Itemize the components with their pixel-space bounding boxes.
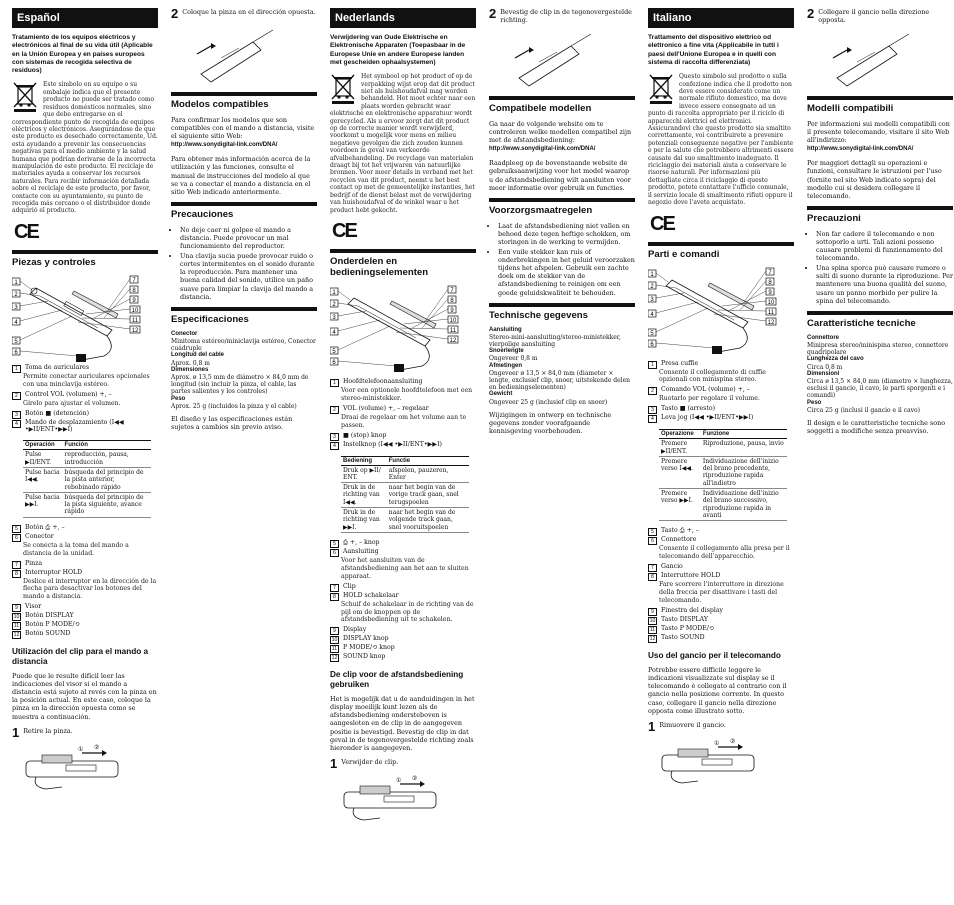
- svg-text:7: 7: [450, 287, 454, 294]
- nl-weee-body: Het symbool op het product of op de verpakking wijst erop dat dit product niet als huishoudafval mag worden behandeld. Het moet echter naar een plaats worden gebracht waar elektrische en elektronische apparatuur wordt gerecycled. Als u ervoor zorgt dat dit product op de correcte manier wordt verwijderd, voorkomt u mogelijk voor mens en milieu negatieve gevolgen die zich zouden kunnen voordoen in geval van verkeerde afvalbehandeling. De recyclage van materialen draagt bij tot het vrijwaren van natuurlijke bronnen. Voor meer details in verband met het recyclen van dit product, neemt u het best contact op met de gemeentelijke instanties, het bedrijf of de dienst belast met de verwijdering van huishoudafval of de winkel waar u het product hebt gekocht.: [330, 73, 476, 214]
- it-weee-title: Trattamento del dispositivo elettrico od elettronico a fine vita (Applicabile in tutti i paesi dell'Unione Europea e in quelli con sistema di raccolta differenziata): [648, 34, 779, 66]
- list-item: 10 Botón DISPLAY: [13, 612, 74, 621]
- list-item: 7 Pinza: [12, 560, 158, 569]
- list-item: 3 Tasto ■ (arresto): [648, 405, 794, 414]
- list-item: 12 SOUND knop: [331, 653, 386, 662]
- remote-control-diagram: [648, 266, 788, 356]
- it-models-body-2: Per maggiori dettagli su operazioni e funzioni, consultare le istruzioni per l'uso (fornite nel sito Web indicato sopra) del modello cui si desidera collegare il telecomando.: [807, 159, 942, 200]
- svg-text:10: 10: [449, 317, 457, 324]
- attach-clip-figure: [181, 24, 281, 86]
- list-item-note: Permite conectar auriculares opcionales con una minclavija estéreo.: [23, 372, 150, 388]
- nl-operations-table: Bediening Functie Druk op ▶II/ ENT. afspelen, pauzeren, Enter Druk in de richting van I◀◀. naar het begin van de vorige track gaan, snel terugspoelen Druk in de richting van ▶▶I. naar het begin van de volgende track gaan, snel vooruitspoelen: [341, 456, 469, 533]
- list-item: 1 Presa cuffie: [648, 360, 794, 369]
- remote-body: [30, 288, 118, 362]
- list-item: 8 HOLD schakelaar: [330, 592, 476, 601]
- list-item: 6 Aansluiting: [330, 548, 476, 557]
- list-item: 3 ■ (stop) knop: [330, 432, 476, 441]
- it-weee-text: [648, 73, 794, 206]
- es-weee-title: Tratamiento de los equipos eléctricos y electrónicos al final de su vida útil (Aplicable en la Unión Europea y en países europeos con sistemas de recogida selectiva de residuos): [12, 34, 153, 75]
- list-item: • Non far cadere il telecomando e non sottoporlo a urti. Tali azioni possono causare problemi di funzionamento del telecomando.: [816, 230, 953, 262]
- list-item: 1 Hoofdtelefoonaansluiting: [330, 378, 476, 387]
- svg-text:5: 5: [650, 330, 654, 337]
- callout-2: 2: [14, 291, 18, 298]
- svg-text:6: 6: [332, 359, 336, 366]
- svg-text:12: 12: [449, 337, 457, 344]
- it-step-2: 2 Collegare il gancio nella direzione opposta.: [807, 6, 930, 24]
- list-item: 4 Mando de desplazamiento (I◀◀ •▶II/ENT•▶▶I): [12, 419, 158, 435]
- list-item: 11 P MODE/⟲ knop: [331, 644, 395, 653]
- es-language-title: Español: [12, 8, 158, 28]
- svg-text:8: 8: [450, 297, 454, 304]
- list-item: 9 Visor: [12, 603, 158, 612]
- es-weee-text: [12, 81, 158, 214]
- svg-text:1: 1: [332, 289, 336, 296]
- list-item: 12 Botón SOUND: [13, 630, 71, 639]
- it-specs-list: Connettore Minipresa stereo/minispina stereo, connettore quadripolare Lunghezza del cavo Circa 0,8 m Dimensioni Circa ø 13,5 × 84,0 mm (diametro × lunghezza, esclusi il gancio, il cavo, le parti sporgenti e i comandi) Peso Circa 25 g (inclusi il gancio e il cavo): [807, 334, 953, 414]
- es-specs-list: Conector Minitoma estéreo/miniclavija estéreo, Conector cuádruple Longitud del cable Aprox. 0,8 m Dimensiones Aprox. ø 13,5 mm de diámetro × 84,0 mm de longitud (sin incluir la pinza, el cable, las partes salientes y los controles) Peso Aprox. 25 g (incluidos la pinza y el cable): [171, 330, 316, 410]
- step-mark-1: ①: [78, 746, 84, 753]
- svg-text:9: 9: [768, 289, 772, 296]
- callout-11: 11: [131, 317, 139, 324]
- nl-models-body-2: Raadpleeg op de bovenstaande website de gebruiksaanwijzing voor het model waarop u de afstandsbediening wilt aansluiten voor meer informatie over gebruik en functies.: [489, 159, 631, 192]
- es-parts-list-2: [12, 524, 158, 640]
- callout-9: 9: [132, 297, 136, 304]
- es-column-2: [171, 8, 317, 437]
- es-specs-title: Especificaciones: [171, 307, 317, 325]
- remove-clip-figure: [340, 774, 440, 822]
- list-item: 12 Tasto SOUND: [649, 633, 705, 642]
- table-row: Druk in de richting van ▶▶I. naar het begin van de volgende track gaan, snel vooruitspoelen: [341, 508, 469, 533]
- nl-parts-title: Onderdelen en bedieningselementen: [330, 249, 476, 278]
- list-item: • Laat de afstandsbediening niet vallen en behoed deze tegen heftige schokken, om storingen in de werking te vermijden.: [498, 222, 635, 246]
- crossed-bin-icon: [330, 73, 356, 105]
- nl-spec-note: Wijzigingen in ontwerp en technische gegevens zonder voorafgaande kennisgeving voorbehouden.: [489, 410, 612, 436]
- nl-weee-title: Verwijdering van Oude Elektrische en Elektronische Apparaten (Toepasbaar in de Europese Unie en andere Europese landen met gescheiden ophaalsystemen): [330, 34, 466, 66]
- list-item-note: Gírelo para ajustar el volumen.: [23, 399, 121, 407]
- it-specs-title: Caratteristiche tecniche: [807, 311, 953, 329]
- it-weee-body: Questo simbolo sul prodotto o sulla confezione indica che il prodotto non deve essere considerato come un normale rifiuto domestico, ma deve invece essere consegnato ad un punto di raccolta appropriato per il riciclo di apparecchi elettrici ed elettronici. Assicurandovi che questo prodotto sia smaltito correttamente, voi contribuirete a prevenire potenziali conseguenze negative per l'ambiente e per la salute che potrebbero altrimenti essere causate dal suo smaltimento inadeguato. Il riciclaggio dei materiali aiuta a conservare le risorse naturali. Per informazioni più dettagliate circa il riciclaggio di questo prodotto, potete contattare l'ufficio comunale, il servizio locale di smaltimento rifiuti oppure il negozio dove l'avete acquistato.: [648, 73, 794, 207]
- es-models-body-2: Para obtener más información acerca de la utilización y las funciones, consulte el manual de instrucciones del modelo al que se va a conectar el mando a distancia en el sitio Web indicado anteriormente.: [171, 155, 311, 196]
- nl-models-title: Compatibele modellen: [489, 96, 635, 114]
- it-clip-body: Potrebbe essere difficile leggere le indicazioni visualizzate sul display se il telecomando è collegato al contrario con il gancio nella posizione corrente. In questo caso, collegare il gancio nella direzione opposta come illustrato sotto.: [648, 666, 787, 715]
- list-item: • Una spina sporca può causare rumore o salti di suono durante la riproduzione. Per mantenere una buona qualità del suono, usare un panno morbido per pulire la spina del telecomando.: [816, 264, 953, 304]
- list-item: 6 Connettore: [648, 536, 794, 545]
- callout-7: 7: [132, 277, 136, 284]
- svg-text:6: 6: [650, 341, 654, 348]
- svg-text:②: ②: [412, 775, 418, 782]
- es-column-1: [12, 8, 158, 795]
- list-item: 11 Botón P MODE/⟲: [13, 621, 80, 630]
- it-models-title: Modelli compatibili: [807, 96, 953, 114]
- nl-weee-text: [330, 73, 476, 214]
- list-item: 9 Display: [330, 626, 476, 635]
- crossed-bin-icon: [648, 73, 674, 105]
- list-item: 11 Tasto P MODE/⟲: [649, 624, 714, 633]
- crossed-bin-icon: [12, 81, 38, 113]
- table-row: Druk op ▶II/ ENT. afspelen, pauzeren, Enter: [341, 465, 469, 483]
- it-parts-list-2: [648, 527, 794, 643]
- nl-models-body: Ga naar de volgende website om te controleren welke modellen compatibel zijn met de afstandsbediening: http://www.sonydigital-link.com/DNA/: [489, 120, 632, 153]
- es-parts-list: [12, 364, 158, 435]
- table-row: Pulse ▶II/ENT. reproducción, pausa, introducción: [23, 450, 151, 468]
- es-models-title: Modelos compatibles: [171, 92, 317, 110]
- list-item-note: Deslice el interruptor en la dirección de la flecha para desactivar los botones del mando a distancia.: [23, 577, 157, 601]
- nl-clip-title: De clip voor de afstandsbediening gebruiken: [330, 670, 464, 689]
- svg-text:12: 12: [767, 319, 775, 326]
- it-precautions-list: [807, 230, 953, 305]
- list-item-note: Se conecta a la toma del mando a distancia de la unidad.: [23, 541, 129, 557]
- callout-10: 10: [131, 307, 139, 314]
- it-parts-list: [648, 360, 794, 424]
- es-step-2: 2 Coloque la pinza en el dirección opuesta.: [171, 6, 316, 21]
- list-item: 2 VOL (volume) +, – regelaar: [330, 405, 476, 414]
- list-item: 10 DISPLAY knop: [331, 635, 389, 644]
- list-item: 5 Botón ⎙ +, –: [12, 524, 158, 533]
- list-item: 10 Tasto DISPLAY: [649, 615, 708, 624]
- remote-control-diagram: [12, 274, 152, 364]
- svg-text:1: 1: [650, 271, 654, 278]
- list-item-note: Schuif de schakelaar in de richting van de pijl om de knoppen op de afstandsbediening uit te schakelen.: [341, 600, 474, 624]
- es-models-body: Para confirmar los modelos que son compatibles con el mando a distancia, visite el siguiente sitio Web: http://www.sonydigital-link.com/DNA/: [171, 116, 315, 149]
- step-mark-2: ②: [94, 744, 100, 751]
- svg-text:①: ①: [396, 777, 402, 784]
- svg-text:10: 10: [767, 299, 775, 306]
- svg-text:2: 2: [332, 301, 336, 308]
- it-models-url[interactable]: http://www.sonydigital-link.com/DNA/: [807, 146, 914, 153]
- list-item: 3 Botón ■ (detención): [12, 410, 158, 419]
- nl-clip-body: Het is mogelijk dat u de aanduidingen in het display moeilijk kunt lezen als de afstandsbediening ondersteboven is aangesloten en de clip in de aangegeven positie is bevestigd. Bevestig de clip in dat geval in de tegenovergestelde richting zoals hieronder is aangegeven.: [330, 695, 475, 752]
- ce-mark-icon: CE: [14, 220, 38, 243]
- svg-text:3: 3: [650, 296, 654, 303]
- nl-language-title: Nederlands: [330, 8, 476, 28]
- table-row: Pulse hacia I◀◀. búsqueda del principio de la pista anterior, rebobinado rápido: [23, 467, 151, 492]
- it-column-2: [807, 8, 953, 441]
- ce-mark-icon: CE: [332, 219, 356, 242]
- callout-4: 4: [14, 319, 18, 326]
- it-models-body: Per informazioni sui modelli compatibili con il presente telecomando, visitare il sito Web all'indirizzo: http://www.sonydigital-link.com/DNA/: [807, 120, 950, 153]
- list-item: 6 Conector: [12, 533, 158, 542]
- list-item: • No deje caer ni golpee el mando a distancia. Puede provocar un mal funcionamiento del reproductor.: [180, 226, 317, 250]
- table-row: Premere verso I◀◀. Individuazione dell'inizio del brano precedente, riproduzione rapida all'indietro: [659, 456, 787, 488]
- svg-text:11: 11: [449, 327, 457, 334]
- it-language-title: Italiano: [648, 8, 794, 28]
- attach-clip-figure: [499, 28, 599, 90]
- svg-text:①: ①: [714, 740, 720, 747]
- es-clip-title: Utilización del clip para el mando a distancia: [12, 647, 149, 666]
- callout-8: 8: [132, 287, 136, 294]
- table-row: Pulse hacia ▶▶I. búsqueda del principio de la pista siguiente, avance rápido: [23, 492, 151, 517]
- list-item: 4 Leva jog (I◀◀ •▶II/ENT•▶▶I): [648, 414, 794, 423]
- nl-precautions-title: Voorzorgsmaatregelen: [489, 198, 635, 216]
- list-item-note: Voor een optionele hoofdtelefoon met een stereo-ministekker.: [341, 386, 473, 402]
- svg-text:②: ②: [730, 738, 736, 745]
- list-item: 4 Instelknop (I◀◀ •▶II/ENT•▶▶I): [330, 441, 476, 450]
- svg-text:7: 7: [768, 269, 772, 276]
- callout-5: 5: [14, 338, 18, 345]
- it-operations-table: Operazione Funzione Premere ▶II/ENT. Riproduzione, pausa, invio Premere verso I◀◀. Individuazione dell'inizio del brano precedente, riproduzione rapida all'indietro Premere verso ▶▶I. Individuazione dell'inizio del brano successivo, riproduzione rapida in avanti: [659, 429, 787, 521]
- it-precautions-title: Precauzioni: [807, 206, 953, 224]
- list-item-note: Fare scorrere l'interruttore in direzione della freccia per disattivare i tasti del telecomando.: [659, 581, 784, 604]
- svg-text:4: 4: [650, 311, 654, 318]
- callout-12: 12: [131, 327, 139, 334]
- list-item: 5 ⎙ +, – knop: [330, 539, 476, 548]
- nl-specs-title: Technische gegevens: [489, 303, 635, 321]
- list-item-note: Consente il collegamento alla presa per il telecomando dell'apparecchio.: [659, 545, 790, 561]
- list-item-note: Consente il collegamento di cuffie opzionali con minispina stereo.: [659, 368, 766, 384]
- nl-models-url[interactable]: http://www.sonydigital-link.com/DNA/: [489, 146, 596, 153]
- svg-text:4: 4: [332, 329, 336, 336]
- it-spec-note: Il design e le caratteristiche tecniche sono soggetti a modifiche senza preavviso.: [807, 418, 946, 436]
- svg-text:3: 3: [332, 314, 336, 321]
- list-item: 2 Control VOL (volumen) +, –: [12, 391, 158, 400]
- list-item: 9 Finestra del display: [648, 607, 794, 616]
- attach-clip-figure: [817, 28, 917, 90]
- list-item: 5 Tasto ⎙ +, –: [648, 527, 794, 536]
- list-item-note: Draai de regelaar om het volume aan te passen.: [341, 413, 467, 429]
- svg-text:9: 9: [450, 307, 454, 314]
- svg-text:8: 8: [768, 279, 772, 286]
- nl-specs-list: Aansluiting Stereo-mini-aansluiting/stereo-ministekker, vierpolige aansluiting Snoerlengte Ongeveer 0,8 m Afmetingen Ongeveer ø 13,5 × 84,0 mm (diameter × lengte, exclusief clip, snoer, uitstekende delen en bedieningselementen) Gewicht Ongeveer 25 g (inclusief clip en snoer): [489, 326, 630, 406]
- es-parts-title: Piezas y controles: [12, 250, 158, 268]
- es-clip-body: Puede que le resulte difícil leer las indicaciones del visor si el mando a distancia está sujeto al revés con la pinza en la posición actual. En este caso, coloque la pinza en la dirección opuesta como se muestra a continuación.: [12, 672, 157, 721]
- table-row: Premere verso ▶▶I. Individuazione dell'inizio del brano successivo, riproduzione rapida in avanti: [659, 489, 787, 521]
- list-item: 2 Comando VOL (volume) +, –: [648, 386, 794, 395]
- es-step-1: 1 Retire la pinza.: [12, 724, 73, 740]
- es-precautions-list: [171, 226, 317, 301]
- es-spec-note: El diseño y las especificaciones están sujetos a cambios sin previo aviso.: [171, 414, 293, 432]
- it-column-1: [648, 8, 794, 789]
- svg-text:11: 11: [767, 309, 775, 316]
- list-item: 1 Toma de auriculares: [12, 364, 158, 373]
- it-step-1: 1 Rimuovere il gancio.: [648, 718, 726, 734]
- svg-text:2: 2: [650, 283, 654, 290]
- list-item-note: Voor het aansluiten van de afstandsbediening aan het aan te sluiten apparaat.: [341, 556, 469, 580]
- nl-step-1: 1 Verwijder de clip.: [330, 755, 399, 771]
- nl-parts-list-2: [330, 539, 476, 662]
- nl-step-2: 2 Bevestig de clip in de tegenovergestelde richting.: [489, 6, 632, 24]
- es-models-url[interactable]: http://www.sonydigital-link.com/DNA/: [171, 142, 278, 149]
- it-clip-title: Uso del gancio per il telecomando: [648, 650, 781, 660]
- nl-column-1: [330, 8, 476, 826]
- nl-parts-list: [330, 378, 476, 450]
- list-item: 8 Interruptor HOLD: [12, 569, 158, 578]
- callout-6: 6: [14, 349, 18, 356]
- list-item: • Una clavija sucia puede provocar ruido o cortes intermitentes en el sonido durante la reproducción. Para mantener una buena calidad del sonido, utilice un paño suave para limpiar la clavija del mando a distancia.: [180, 252, 317, 301]
- callout-1: 1: [14, 279, 18, 286]
- nl-precautions-list: [489, 222, 635, 297]
- es-weee-body: Este símbolo en su equipo o su embalaje indica que el presente producto no puede ser tratado como residuos domésticos normales, sino que debe entregarse en el correspondiente punto de recogida de equipos eléctricos y electrónicos. Asegurándose de que este producto es desechado correctamente, Ud. está ayudando a prevenir las consecuencias negativas para el medio ambiente y la salud humana que podrían derivarse de la incorrecta manipulación de este producto. El reciclaje de materiales ayuda a conservar los recursos naturales. Para recibir información detallada sobre el reciclaje de este producto, por favor, contacte con su ayuntamiento, su punto de recogida más cercano o el distribuidor donde adquirió el producto.: [12, 81, 158, 215]
- ce-mark-icon: CE: [650, 212, 674, 235]
- table-row: Druk in de richting van I◀◀. naar het begin van de vorige track gaan, snel terugspoelen: [341, 483, 469, 508]
- es-operations-table: Operación Función Pulse ▶II/ENT. reproducción, pausa, introducción Pulse hacia I◀◀. búsqueda del principio de la pista anterior, rebobinado rápido Pulse hacia ▶▶I. búsqueda del principio de la pista siguiente, avance rápido: [23, 440, 151, 517]
- es-precautions-title: Precauciones: [171, 202, 317, 220]
- remote-control-diagram: [330, 284, 470, 374]
- table-row: Premere ▶II/ENT. Riproduzione, pausa, invio: [659, 439, 787, 457]
- list-item: 8 Interruttore HOLD: [648, 572, 794, 581]
- nl-column-2: [489, 8, 635, 441]
- callout-3: 3: [14, 304, 18, 311]
- list-item-note: Ruotarlo per regolare il volume.: [659, 395, 760, 403]
- list-item: 7 Gancio: [648, 563, 794, 572]
- remove-clip-figure: [658, 737, 758, 785]
- svg-text:5: 5: [332, 348, 336, 355]
- remove-clip-figure: [22, 743, 122, 791]
- list-item: 7 Clip: [330, 583, 476, 592]
- it-parts-title: Parti e comandi: [648, 242, 794, 260]
- list-item: • Een vuile stekker kan ruis of onderbrekingen in het geluid veroorzaken tijdens het afspelen. Gebruik een zachte doek om de stekker van de afstandsbediening te reinigen om een goede geluidskwaliteit te behouden.: [498, 248, 635, 297]
